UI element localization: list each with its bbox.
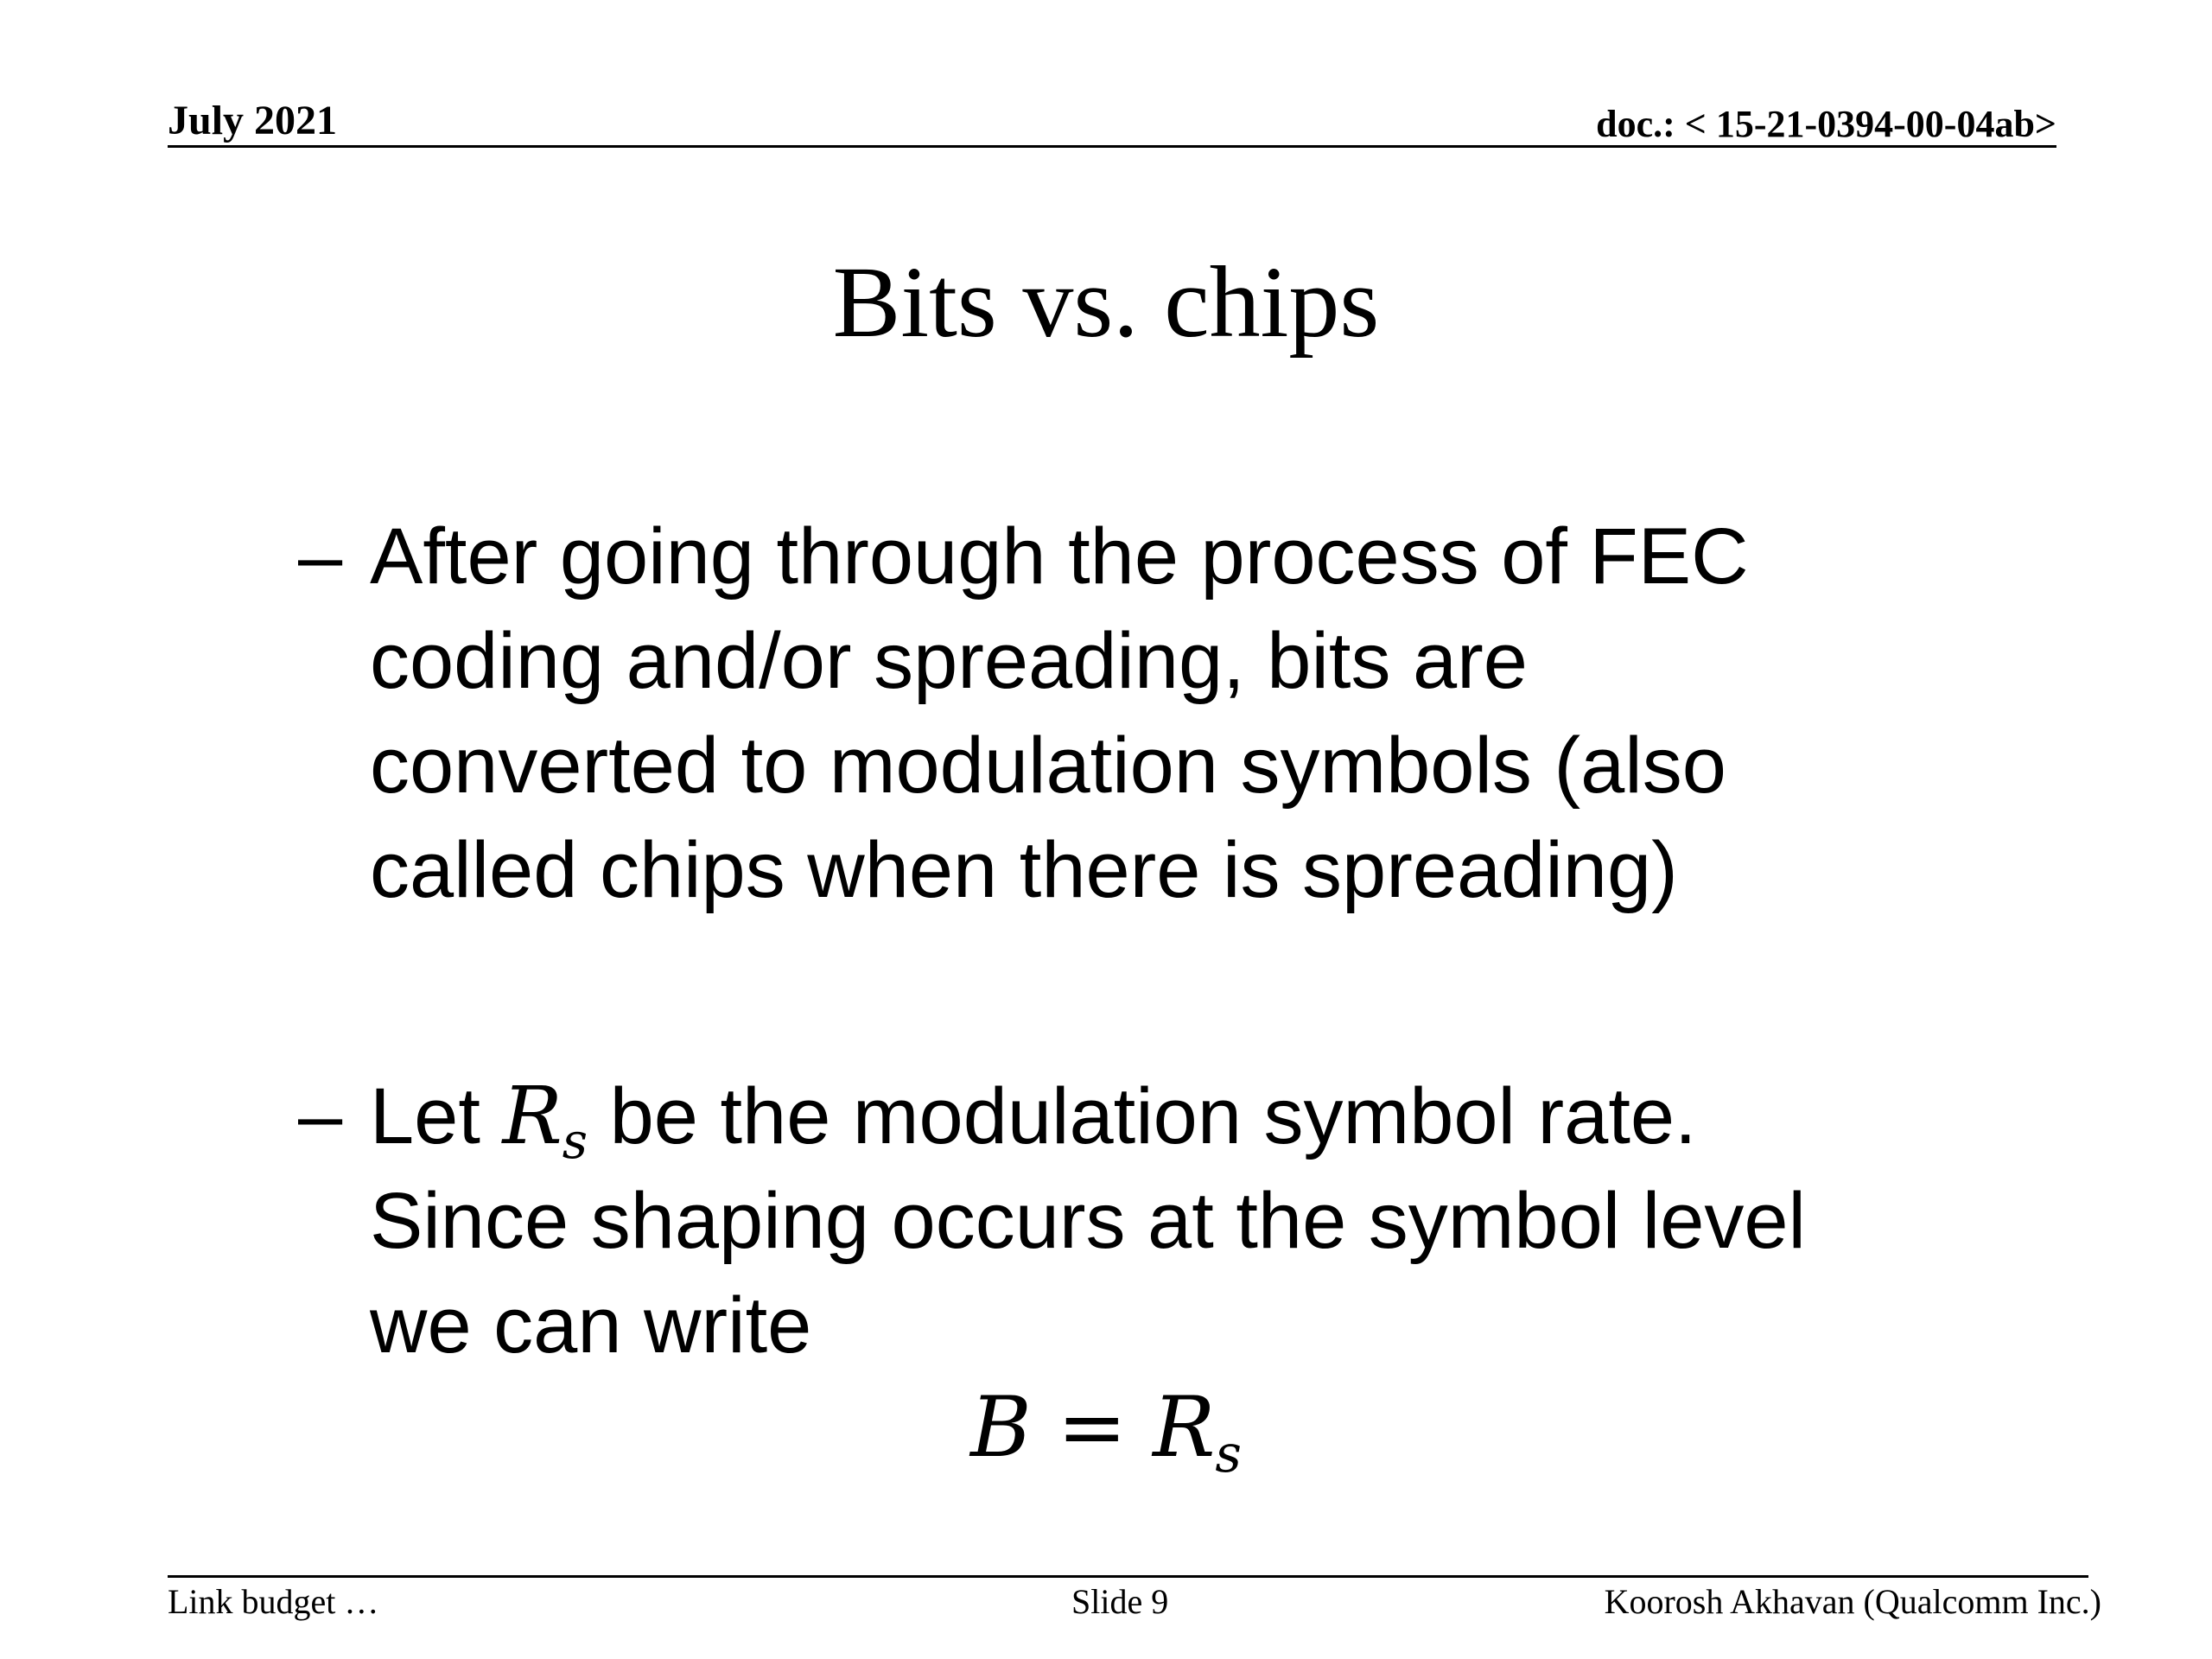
bullet-item: [298, 1064, 2026, 1378]
bullet-text: be the modulation symbol rate.: [588, 1072, 1697, 1160]
slide-number: Slide 9: [1071, 1582, 1169, 1621]
bullet-text: Let: [370, 1072, 503, 1160]
slide-title: Bits vs. chips: [832, 245, 1380, 359]
footer-divider: [168, 1575, 2088, 1578]
header-divider: [168, 145, 2056, 148]
bullet-line: converted to modulation symbols (also: [370, 721, 1726, 810]
bullet-line: After going through the process of FEC: [370, 512, 1749, 601]
bullet-dash: –: [298, 1071, 343, 1160]
bullet-line: Since shaping occurs at the symbol level: [370, 1177, 1806, 1265]
math-symbol-rs: [502, 1070, 588, 1171]
bullet-line: called chips when there is spreading): [370, 826, 1678, 914]
equation-rhs: R: [1153, 1379, 1216, 1476]
math-symbol: R: [502, 1070, 563, 1162]
header-date: July 2021: [168, 98, 338, 143]
header-doc-id: doc.: < 15-21-0394-00-04ab>: [1596, 103, 2056, 145]
bullet-list: [298, 505, 2026, 1378]
footer-topic: Link budget …: [168, 1582, 379, 1621]
bullet-line: coding and/or spreading, bits are: [370, 617, 1528, 705]
equation-equals: =: [1057, 1379, 1128, 1476]
bullet-line: [370, 1064, 2026, 1169]
footer-author: Koorosh Akhavan (Qualcomm Inc.): [1604, 1582, 2101, 1621]
bullet-dash: –: [298, 512, 343, 601]
equation: [0, 1378, 2212, 1484]
equation-lhs: B: [970, 1379, 1032, 1476]
equation-rhs-subscript: s: [1215, 1424, 1242, 1484]
math-subscript: s: [562, 1113, 588, 1171]
bullet-item: [298, 505, 2026, 923]
bullet-line: we can write: [370, 1281, 812, 1370]
